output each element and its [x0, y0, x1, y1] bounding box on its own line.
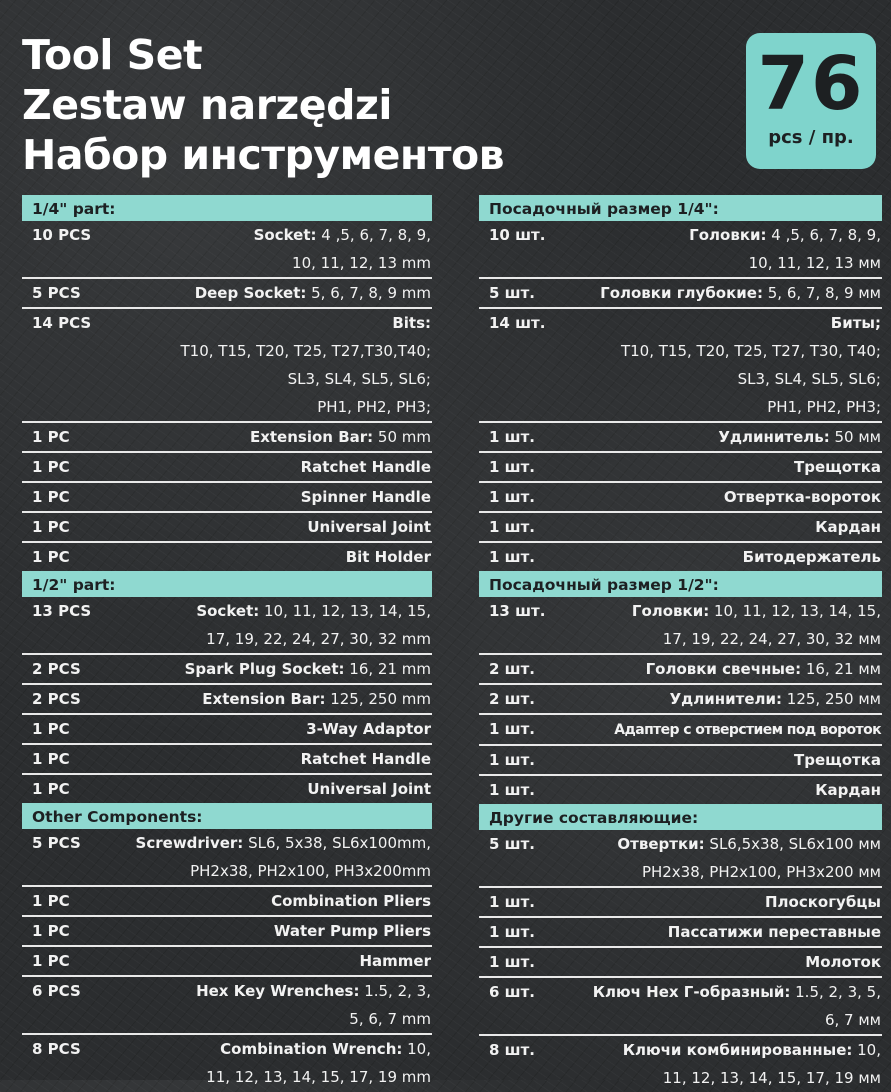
list-item [479, 744, 882, 774]
item-spec: 4 ,5, 6, 7, 8, 9, [316, 226, 431, 244]
item-quantity: 1 шт. [489, 518, 535, 536]
item-line [22, 829, 432, 857]
item-quantity: 8 шт. [489, 1041, 535, 1059]
item-name: Ratchet Handle [300, 458, 431, 476]
item-name: Молоток [805, 953, 881, 971]
item-name: Головки свечные: [645, 660, 802, 678]
section-header: 1/4" part: [22, 195, 432, 221]
item-line [22, 775, 432, 803]
item-quantity: 1 шт. [489, 923, 535, 941]
item-quantity: 1 PC [32, 750, 70, 768]
item-spec: PH1, PH2, PH3; [767, 398, 881, 416]
list-item [22, 683, 432, 713]
section-header: 1/2" part: [22, 571, 432, 597]
item-quantity: 1 PC [32, 922, 70, 940]
item-name: Ratchet Handle [300, 750, 431, 768]
item-line [479, 337, 882, 365]
item-name: Socket: [253, 226, 317, 244]
item-name: Ключ Hex Г-образный: [592, 983, 791, 1001]
item-line [22, 887, 432, 915]
item-line [479, 393, 882, 421]
item-name: Головки: [689, 226, 767, 244]
item-name: Spark Plug Socket: [184, 660, 345, 678]
item-name: Combination Wrench: [220, 1040, 403, 1058]
item-name: Отвертки: [617, 835, 705, 853]
list-item [479, 774, 882, 804]
item-line [479, 746, 882, 774]
item-name: Биты; [830, 314, 881, 332]
item-name: Удлинитель: [718, 428, 830, 446]
item-spec: 17, 19, 22, 24, 27, 30, 32 mm [206, 630, 431, 648]
item-quantity: 1 PC [32, 428, 70, 446]
item-quantity: 5 шт. [489, 284, 535, 302]
list-item [479, 451, 882, 481]
item-quantity: 1 PC [32, 518, 70, 536]
item-name: Отвертка-вороток [723, 488, 881, 506]
item-line [22, 249, 432, 277]
list-item [22, 307, 432, 421]
item-spec: 11, 12, 13, 14, 15, 17, 19 мм [662, 1069, 881, 1087]
item-quantity: 5 шт. [489, 835, 535, 853]
list-item [22, 221, 432, 277]
item-name: Головки глубокие: [600, 284, 763, 302]
list-item [479, 713, 882, 744]
item-name: Трещотка [793, 751, 881, 769]
item-name: Deep Socket: [194, 284, 307, 302]
title-russian: Набор инструментов [22, 131, 505, 179]
item-line [22, 857, 432, 885]
item-spec: 5, 6, 7, 8, 9 mm [306, 284, 431, 302]
item-quantity: 1 PC [32, 548, 70, 566]
item-name: Combination Pliers [271, 892, 431, 910]
item-line [22, 337, 432, 365]
list-item [22, 511, 432, 541]
item-line [479, 918, 882, 946]
item-name: Плоскогубцы [765, 893, 881, 911]
list-item [479, 1034, 882, 1092]
item-line [479, 978, 882, 1006]
item-quantity: 1 PC [32, 458, 70, 476]
item-line [22, 393, 432, 421]
item-name: 3-Way Adaptor [306, 720, 431, 738]
item-spec: T10, T15, T20, T25, T27, T30, T40; [620, 342, 881, 360]
item-quantity: 1 PC [32, 780, 70, 798]
item-line [22, 745, 432, 773]
item-line [479, 625, 882, 653]
item-quantity: 1 шт. [489, 458, 535, 476]
item-spec: SL6,5x38, SL6x100 мм [704, 835, 881, 853]
item-line [22, 947, 432, 975]
item-line [22, 917, 432, 945]
item-spec: 50 мм [829, 428, 881, 446]
item-name: Socket: [196, 602, 260, 620]
item-spec: 10, 11, 12, 13 мм [748, 254, 881, 272]
item-line [479, 776, 882, 804]
item-name: Spinner Handle [300, 488, 431, 506]
item-line [22, 483, 432, 511]
item-line [479, 543, 882, 571]
item-line [479, 685, 882, 713]
item-spec: 10, 11, 12, 13, 14, 15, [259, 602, 431, 620]
item-quantity: 1 PC [32, 952, 70, 970]
list-item [479, 481, 882, 511]
item-quantity: 1 PC [32, 720, 70, 738]
list-item [479, 886, 882, 916]
item-quantity: 6 шт. [489, 983, 535, 1001]
item-quantity: 1 PC [32, 892, 70, 910]
item-line [479, 249, 882, 277]
item-name: Hammer [359, 952, 431, 970]
item-quantity: 6 PCS [32, 982, 81, 1000]
item-quantity: 1 шт. [489, 893, 535, 911]
item-name: Extension Bar: [202, 690, 326, 708]
item-name: Screwdriver: [135, 834, 244, 852]
item-spec: SL3, SL4, SL5, SL6; [287, 370, 431, 388]
item-name: Bits: [392, 314, 431, 332]
item-spec: T10, T15, T20, T25, T27,T30,T40; [180, 342, 431, 360]
item-line [479, 830, 882, 858]
item-spec: 5, 6, 7, 8, 9 мм [762, 284, 881, 302]
item-spec: 6, 7 мм [824, 1011, 881, 1029]
item-spec: SL6, 5x38, SL6x100mm, [243, 834, 431, 852]
title-polish: Zestaw narzędzi [22, 81, 392, 129]
item-line [22, 715, 432, 743]
list-item [479, 511, 882, 541]
item-spec: 16, 21 мм [801, 660, 881, 678]
item-spec: 10, [852, 1041, 881, 1059]
item-name: Bit Holder [345, 548, 431, 566]
item-quantity: 14 шт. [489, 314, 546, 332]
list-item [22, 773, 432, 803]
list-item [479, 421, 882, 451]
item-line [479, 655, 882, 683]
item-line [22, 423, 432, 451]
item-quantity: 1 шт. [489, 781, 535, 799]
item-name: Extension Bar: [249, 428, 374, 446]
item-line [22, 453, 432, 481]
item-spec: PH2x38, PH2x100, PH3x200 мм [641, 863, 881, 881]
item-spec: 125, 250 mm [325, 690, 431, 708]
item-quantity: 1 шт. [489, 953, 535, 971]
item-spec: 16, 21 mm [344, 660, 431, 678]
item-line [22, 625, 432, 653]
item-line [479, 888, 882, 916]
item-spec: 1.5, 2, 3, 5, [790, 983, 881, 1001]
item-name: Hex Key Wrenches: [196, 982, 360, 1000]
item-quantity: 1 шт. [489, 428, 535, 446]
list-item [22, 829, 432, 885]
item-line [479, 423, 882, 451]
list-item [479, 597, 882, 653]
item-line [22, 513, 432, 541]
item-line [479, 453, 882, 481]
list-item [22, 885, 432, 915]
item-spec: SL3, SL4, SL5, SL6; [737, 370, 881, 388]
section-header: Other Components: [22, 803, 432, 829]
item-quantity: 14 PCS [32, 314, 92, 332]
item-quantity: 10 PCS [32, 226, 92, 244]
item-quantity: 10 шт. [489, 226, 546, 244]
title-block [22, 30, 504, 180]
list-item [479, 683, 882, 713]
item-line [22, 685, 432, 713]
item-line [479, 483, 882, 511]
item-line [22, 1063, 432, 1091]
list-item [479, 916, 882, 946]
item-name: Пассатижи переставные [667, 923, 881, 941]
item-spec: 50 mm [373, 428, 431, 446]
item-spec: PH1, PH2, PH3; [317, 398, 431, 416]
item-spec: 5, 6, 7 mm [349, 1010, 431, 1028]
section-header: Посадочный размер 1/2": [479, 571, 882, 597]
item-line [22, 655, 432, 683]
list-item [22, 481, 432, 511]
item-name: Кардан [815, 518, 881, 536]
item-line [479, 365, 882, 393]
list-item [479, 541, 882, 571]
item-name: Битодержатель [742, 548, 881, 566]
list-item [22, 1033, 432, 1091]
item-name: Water Pump Pliers [273, 922, 431, 940]
item-spec: 11, 12, 13, 14, 15, 17, 19 mm [206, 1068, 431, 1086]
list-item [22, 541, 432, 571]
item-quantity: 13 шт. [489, 602, 546, 620]
item-quantity: 1 шт. [489, 720, 535, 738]
item-quantity: 1 PC [32, 488, 70, 506]
item-quantity: 2 PCS [32, 660, 81, 678]
list-item [22, 421, 432, 451]
item-line [22, 1005, 432, 1033]
item-line [479, 858, 882, 886]
item-name: Удлинители: [669, 690, 783, 708]
item-quantity: 1 шт. [489, 751, 535, 769]
item-line [479, 948, 882, 976]
item-quantity: 1 шт. [489, 488, 535, 506]
item-line [479, 279, 882, 307]
list-item [22, 743, 432, 773]
item-line [22, 1035, 432, 1063]
list-item [22, 653, 432, 683]
item-quantity: 8 PCS [32, 1040, 81, 1058]
item-quantity: 5 PCS [32, 284, 81, 302]
item-spec: 4 ,5, 6, 7, 8, 9, [766, 226, 881, 244]
item-spec: 1.5, 2, 3, [359, 982, 431, 1000]
list-item [22, 597, 432, 653]
item-line [479, 1036, 882, 1064]
item-line [479, 1064, 882, 1092]
item-name: Адаптер с отверстием под вороток [614, 722, 881, 738]
item-spec: 17, 19, 22, 24, 27, 30, 32 мм [662, 630, 881, 648]
list-item [479, 830, 882, 886]
list-item [22, 945, 432, 975]
item-name: Трещотка [793, 458, 881, 476]
list-item [22, 713, 432, 743]
list-item [479, 277, 882, 307]
item-spec: PH2x38, PH2x100, PH3x200mm [190, 862, 431, 880]
item-line [22, 977, 432, 1005]
list-item [479, 946, 882, 976]
item-line [22, 279, 432, 307]
section-header: Другие составляющие: [479, 804, 882, 830]
item-quantity: 2 шт. [489, 660, 535, 678]
item-quantity: 5 PCS [32, 834, 81, 852]
list-item [479, 976, 882, 1034]
list-item [479, 653, 882, 683]
item-quantity: 13 PCS [32, 602, 92, 620]
item-name: Universal Joint [307, 780, 431, 798]
contents-list-english [22, 195, 432, 1091]
item-line [22, 365, 432, 393]
item-line [479, 1006, 882, 1034]
piece-count-number: 76 [757, 41, 865, 127]
list-item [22, 915, 432, 945]
item-quantity: 1 шт. [489, 548, 535, 566]
item-spec: 125, 250 мм [782, 690, 881, 708]
list-item [479, 307, 882, 421]
list-item [479, 221, 882, 277]
list-item [22, 975, 432, 1033]
item-spec: 10, 11, 12, 13 mm [292, 254, 431, 272]
item-spec: 10, [402, 1040, 431, 1058]
contents-list-russian [479, 195, 882, 1092]
item-name: Головки: [631, 602, 710, 620]
item-name: Universal Joint [307, 518, 431, 536]
item-line [479, 715, 882, 744]
title-english: Tool Set [22, 31, 203, 79]
piece-count-unit: pcs / пр. [768, 127, 854, 148]
piece-count-badge [746, 33, 876, 169]
item-name: Ключи комбинированные: [622, 1041, 853, 1059]
item-line [22, 543, 432, 571]
item-quantity: 2 шт. [489, 690, 535, 708]
item-name: Кардан [815, 781, 881, 799]
item-line [479, 513, 882, 541]
item-quantity: 2 PCS [32, 690, 81, 708]
section-header: Посадочный размер 1/4": [479, 195, 882, 221]
item-spec: 10, 11, 12, 13, 14, 15, [709, 602, 881, 620]
list-item [22, 277, 432, 307]
list-item [22, 451, 432, 481]
